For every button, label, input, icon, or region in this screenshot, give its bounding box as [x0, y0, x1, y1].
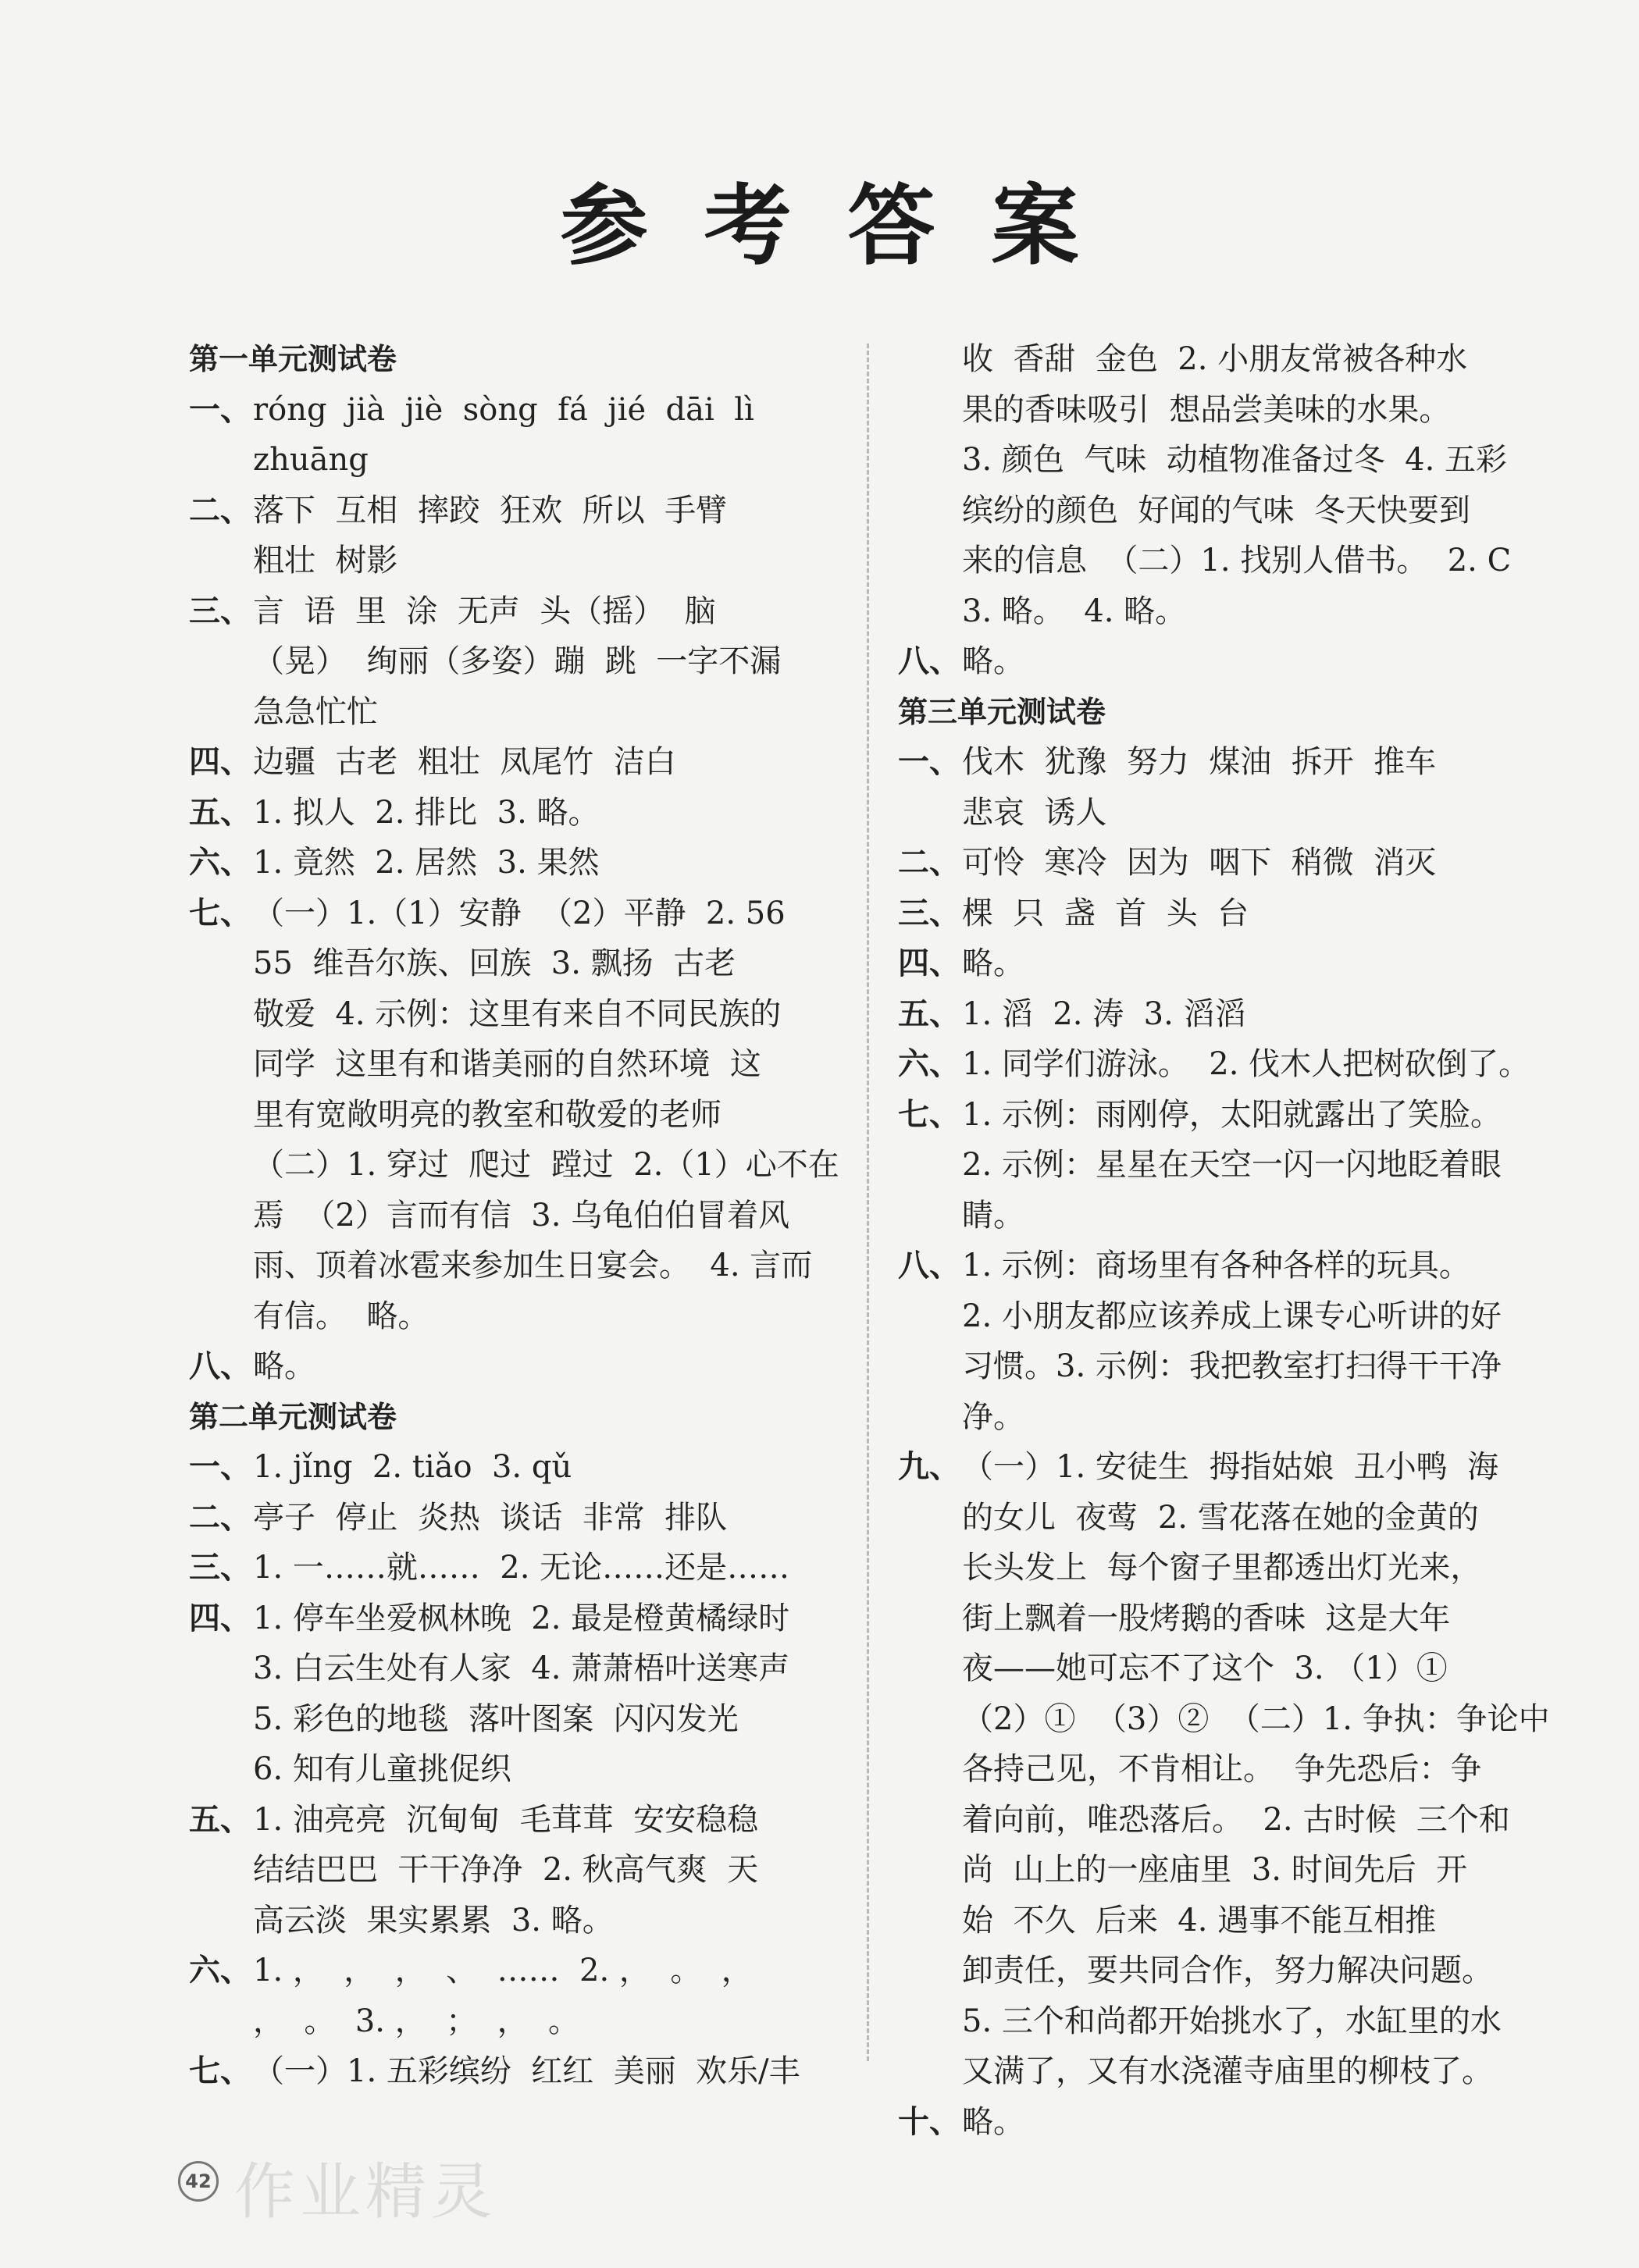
answer-text: 1. 示例：雨刚停，太阳就露出了笑脸。 [962, 1096, 1502, 1133]
item-number: 六、 [189, 1953, 251, 1989]
page-title: 参考答案 [560, 176, 1135, 277]
item-number: 七、 [189, 2053, 251, 2089]
answer-text: 1. 一……就…… 2. 无论……还是…… [253, 1550, 790, 1586]
item-number: 四、 [189, 744, 251, 780]
answer-text: 1. 拟人 2. 排比 3. 略。 [253, 794, 600, 831]
section-heading: 第二单元测试卷 [189, 1399, 397, 1434]
left-column [189, 334, 857, 2097]
item-number: 五、 [189, 1801, 251, 1838]
answer-item [189, 586, 857, 637]
item-number: 三、 [898, 895, 960, 931]
answer-text: 落下 互相 摔跤 狂欢 所以 手臂 [253, 492, 728, 529]
answer-continuation: 有信。 略。 [253, 1298, 429, 1334]
answer-item [189, 1442, 857, 1493]
answer-text: 1. 示例：商场里有各种各样的玩具。 [962, 1248, 1470, 1284]
answer-item [898, 888, 1554, 939]
item-number: 四、 [898, 945, 960, 981]
item-number: 八、 [898, 643, 960, 679]
answer-item [898, 2097, 1554, 2148]
item-number: 一、 [898, 744, 960, 780]
answer-continuation: 着向前，唯恐落后。 2. 古时候 三个和 [962, 1801, 1510, 1838]
answer-item [898, 1039, 1554, 1090]
answer-continuation: zhuāng [253, 442, 369, 478]
answer-continuation: 6. 知有儿童挑促织 [253, 1751, 511, 1787]
answer-continuation: 3. 白云生处有人家 4. 萧萧梧叶送寒声 [253, 1650, 790, 1686]
answer-item [189, 788, 857, 838]
answer-item [189, 1543, 857, 1593]
answer-continuation: 同学 这里有和谐美丽的自然环境 这 [253, 1046, 761, 1082]
answer-text: 伐木 犹豫 努力 煤油 拆开 推车 [962, 744, 1437, 780]
answer-continuation: 来的信息 （二）1. 找别人借书。 2. C [962, 543, 1512, 579]
answer-text: 1. 竟然 2. 居然 3. 果然 [253, 845, 600, 881]
item-number: 三、 [189, 1550, 251, 1586]
answer-text: 1. 油亮亮 沉甸甸 毛茸茸 安安稳稳 [253, 1801, 759, 1838]
answer-continuation: 各持己见，不肯相让。 争先恐后：争 [962, 1751, 1482, 1787]
answer-text: 边疆 古老 粗壮 凤尾竹 洁白 [253, 744, 676, 780]
item-number: 二、 [189, 492, 251, 529]
item-number: 十、 [898, 2103, 960, 2140]
answer-continuation: 街上飘着一股烤鹅的香味 这是大年 [962, 1600, 1451, 1636]
answer-text: 亭子 停止 炎热 谈话 非常 排队 [253, 1499, 728, 1536]
answer-continuation: ， 。 3. ， ； ， 。 [253, 2003, 580, 2039]
answer-item [189, 888, 857, 939]
answer-item [898, 938, 1554, 989]
answer-continuation: 敬爱 4. 示例：这里有来自不同民族的 [253, 995, 782, 1032]
answer-continuation: 里有宽敞明亮的教室和敬爱的老师 [253, 1096, 722, 1133]
answer-text: 1. 同学们游泳。 2. 伐木人把树砍倒了。 [962, 1046, 1530, 1082]
answer-continuation: 长头发上 每个窗子里都透出灯光来， [962, 1550, 1482, 1586]
answer-item [189, 385, 857, 436]
answer-continuation: （二）1. 穿过 爬过 蹚过 2.（1）心不在 [253, 1147, 839, 1183]
answer-item [189, 1946, 857, 1996]
answer-continuation: 焉 （2）言而有信 3. 乌龟伯伯冒着风 [253, 1197, 790, 1234]
item-number: 九、 [898, 1449, 960, 1485]
item-number: 五、 [189, 794, 251, 831]
item-number: 二、 [189, 1499, 251, 1536]
section-heading: 第三单元测试卷 [898, 694, 1106, 729]
item-number: 二、 [898, 845, 960, 881]
answer-continuation: 卸责任，要共同合作，努力解决问题。 [962, 1953, 1493, 1989]
answer-continuation: 5. 彩色的地毯 落叶图案 闪闪发光 [253, 1700, 739, 1737]
item-number: 三、 [189, 593, 251, 629]
answer-continuation: 3. 颜色 气味 动植物准备过冬 4. 五彩 [962, 442, 1508, 478]
column-divider [867, 344, 869, 2061]
answer-continuation: 收 香甜 金色 2. 小朋友常被各种水 [962, 341, 1468, 377]
answer-text: 略。 [962, 945, 1024, 981]
answer-continuation: 高云淡 果实累累 3. 略。 [253, 1902, 614, 1939]
right-column [898, 334, 1554, 2147]
answer-text: róng jià jiè sòng fá jié dāi lì [253, 391, 754, 428]
answer-continuation: 2. 小朋友都应该养成上课专心听讲的好 [962, 1298, 1502, 1334]
answer-item [189, 737, 857, 788]
answer-continuation: 55 维吾尔族、回族 3. 飘扬 古老 [253, 945, 736, 981]
answer-text: 略。 [962, 643, 1024, 679]
answer-text: 可怜 寒冷 因为 咽下 稍微 消灭 [962, 845, 1437, 881]
answer-continuation: 5. 三个和尚都开始挑水了，水缸里的水 [962, 2003, 1502, 2039]
answer-item [898, 989, 1554, 1040]
answer-item [898, 737, 1554, 788]
answer-continuation: 急急忙忙 [253, 693, 378, 730]
answer-continuation: 缤纷的颜色 好闻的气味 冬天快要到 [962, 492, 1470, 529]
answer-continuation: 的女儿 夜莺 2. 雪花落在她的金黄的 [962, 1499, 1479, 1536]
item-number: 一、 [189, 1449, 251, 1485]
answer-continuation: （2）① （3）② （二）1. 争执：争论中 [962, 1700, 1550, 1737]
section-heading: 第一单元测试卷 [189, 342, 397, 376]
item-number: 八、 [189, 1348, 251, 1384]
answer-continuation: 习惯。3. 示例：我把教室打扫得干干净净。 [962, 1348, 1502, 1435]
answer-continuation: 夜——她可忘不了这个 3. （1）① [962, 1650, 1448, 1686]
answer-item [898, 838, 1554, 888]
item-number: 四、 [189, 1600, 251, 1636]
answer-item [898, 1090, 1554, 1141]
answer-continuation: 果的香味吸引 想品尝美味的水果。 [962, 391, 1451, 428]
answer-continuation: 又满了，又有水浇灌寺庙里的柳枝了。 [962, 2053, 1493, 2089]
answer-item [898, 1442, 1554, 1493]
answer-continuation: 尚 山上的一座庙里 3. 时间先后 开 [962, 1852, 1468, 1888]
answer-text: 言 语 里 涂 无声 头（摇） 脑 [253, 593, 716, 629]
item-number: 一、 [189, 391, 251, 428]
answer-text: 略。 [962, 2103, 1024, 2140]
answer-text: 1. jǐng 2. tiǎo 3. qǔ [253, 1449, 572, 1485]
answer-continuation: 3. 略。 4. 略。 [962, 593, 1187, 629]
answer-continuation: 2. 示例：星星在天空一闪一闪地眨着眼睛。 [962, 1147, 1502, 1234]
answer-item [189, 1493, 857, 1543]
answer-text: 略。 [253, 1348, 315, 1384]
answer-item [898, 1241, 1554, 1291]
answer-text: 1. ， ， ， 、 …… 2. ， 。 ， [253, 1953, 753, 1989]
answer-item [898, 636, 1554, 687]
answer-item [189, 2046, 857, 2097]
answer-item [189, 838, 857, 888]
answer-item [189, 1593, 857, 1644]
page-number: 42 [178, 2161, 219, 2202]
answer-item [189, 1795, 857, 1846]
answer-continuation: 结结巴巴 干干净净 2. 秋高气爽 天 [253, 1852, 759, 1888]
answer-text: 棵 只 盏 首 头 台 [962, 895, 1249, 931]
answer-continuation: 雨、顶着冰雹来参加生日宴会。 4. 言而 [253, 1248, 813, 1284]
answer-continuation: 始 不久 后来 4. 遇事不能互相推 [962, 1902, 1437, 1939]
answer-text: 1. 滔 2. 涛 3. 滔滔 [962, 995, 1246, 1032]
item-number: 七、 [189, 895, 251, 931]
answer-text: （一）1.（1）安静 （2）平静 2. 56 [253, 895, 786, 931]
item-number: 五、 [898, 995, 960, 1032]
answer-continuation: 悲哀 诱人 [962, 794, 1107, 831]
item-number: 六、 [898, 1046, 960, 1082]
answer-text: （一）1. 安徒生 拇指姑娘 丑小鸭 海 [962, 1449, 1499, 1485]
answer-continuation: （晃） 绚丽（多姿）蹦 跳 一字不漏 [253, 643, 782, 679]
answer-text: 1. 停车坐爱枫林晚 2. 最是橙黄橘绿时 [253, 1600, 790, 1636]
answer-continuation: 粗壮 树影 [253, 543, 398, 579]
answer-text: （一）1. 五彩缤纷 红红 美丽 欢乐/丰 [253, 2053, 800, 2089]
item-number: 八、 [898, 1248, 960, 1284]
answer-item [189, 1341, 857, 1392]
item-number: 六、 [189, 845, 251, 881]
item-number: 七、 [898, 1096, 960, 1133]
watermark: 作业精灵 [234, 2157, 497, 2227]
answer-item [189, 486, 857, 536]
